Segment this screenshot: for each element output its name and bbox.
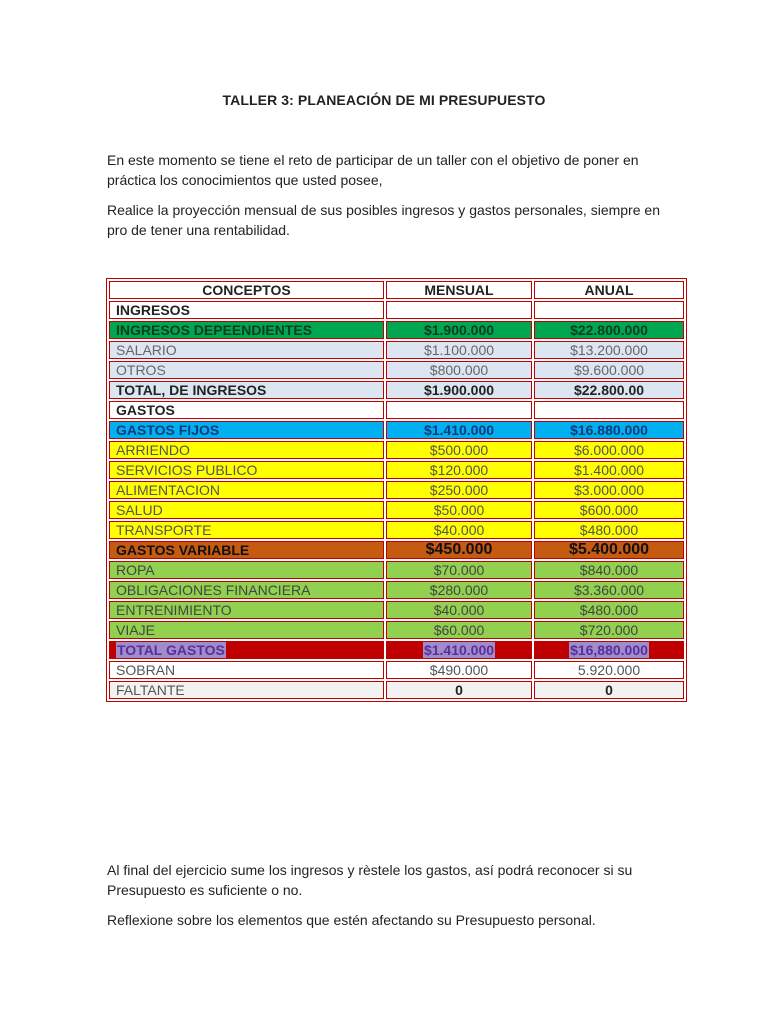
table-row (109, 421, 684, 439)
row-monthly (386, 301, 532, 319)
table-row (109, 441, 684, 459)
outro-paragraph-2: Reflexione sobre los elementos que estén afectando su Presupuesto personal. (107, 912, 596, 928)
table-row (109, 501, 684, 519)
table-row (109, 481, 684, 499)
table-row (109, 601, 684, 619)
row-concept: SALARIO (109, 341, 384, 359)
row-annual: $3.360.000 (534, 581, 684, 599)
row-monthly: $50.000 (386, 501, 532, 519)
header-anual: ANUAL (534, 281, 684, 299)
row-monthly: $500.000 (386, 441, 532, 459)
row-concept: TRANSPORTE (109, 521, 384, 539)
table-row (109, 321, 684, 339)
row-monthly: $1.900.000 (386, 321, 532, 339)
row-annual: 0 (534, 681, 684, 699)
row-annual: $720.000 (534, 621, 684, 639)
row-annual: $1.400.000 (534, 461, 684, 479)
table-row (109, 381, 684, 399)
table-row (109, 581, 684, 599)
row-monthly: $250.000 (386, 481, 532, 499)
row-concept: ROPA (109, 561, 384, 579)
budget-table (106, 278, 687, 702)
row-monthly: $450.000 (386, 541, 532, 559)
row-annual: $6.000.000 (534, 441, 684, 459)
row-concept: INGRESOS (109, 301, 384, 319)
row-annual: $22.800.00 (534, 381, 684, 399)
row-monthly: $280.000 (386, 581, 532, 599)
table-row (109, 681, 684, 699)
header-mensual: MENSUAL (386, 281, 532, 299)
table-row (109, 541, 684, 559)
row-annual (534, 401, 684, 419)
table-row (109, 361, 684, 379)
row-monthly: $1.100.000 (386, 341, 532, 359)
row-monthly: $800.000 (386, 361, 532, 379)
header-conceptos: CONCEPTOS (109, 281, 384, 299)
outro-paragraph-1: Al final del ejercicio sume los ingresos y rèstele los gastos, así podrá reconocer si su Presupuesto es suficiente o no. (107, 862, 633, 898)
row-concept: TOTAL, DE INGRESOS (109, 381, 384, 399)
row-annual (534, 641, 684, 659)
row-monthly: $40.000 (386, 521, 532, 539)
row-concept: VIAJE (109, 621, 384, 639)
row-annual: $600.000 (534, 501, 684, 519)
row-monthly: $40.000 (386, 601, 532, 619)
row-monthly: $1.410.000 (386, 421, 532, 439)
row-monthly: $490.000 (386, 661, 532, 679)
highlighted-text: $1.410.000 (423, 642, 495, 658)
row-annual (534, 301, 684, 319)
row-concept: ALIMENTACION (109, 481, 384, 499)
row-concept: OTROS (109, 361, 384, 379)
row-monthly: $70.000 (386, 561, 532, 579)
table-row (109, 401, 684, 419)
row-monthly (386, 641, 532, 659)
row-concept: SOBRAN (109, 661, 384, 679)
row-concept: FALTANTE (109, 681, 384, 699)
row-concept: GASTOS FIJOS (109, 421, 384, 439)
row-annual: $3.000.000 (534, 481, 684, 499)
row-annual: 5.920.000 (534, 661, 684, 679)
row-concept: SERVICIOS PUBLICO (109, 461, 384, 479)
intro-paragraph-2: Realice la proyección mensual de sus posibles ingresos y gastos personales, siempre en pro de tener una rentabilidad. (107, 202, 660, 238)
row-annual: $16.880.000 (534, 421, 684, 439)
row-concept: OBLIGACIONES FINANCIERA (109, 581, 384, 599)
highlighted-text: TOTAL GASTOS (117, 642, 225, 658)
table-row (109, 461, 684, 479)
table-row (109, 561, 684, 579)
row-concept: GASTOS VARIABLE (109, 541, 384, 559)
row-concept (109, 641, 384, 659)
table-row (109, 641, 684, 659)
document-title: TALLER 3: PLANEACIÓN DE MI PRESUPUESTO (222, 92, 546, 108)
row-annual: $480.000 (534, 521, 684, 539)
row-concept: ENTRENIMIENTO (109, 601, 384, 619)
row-annual: $13.200.000 (534, 341, 684, 359)
table-row (109, 621, 684, 639)
row-monthly: $120.000 (386, 461, 532, 479)
row-annual: $840.000 (534, 561, 684, 579)
row-monthly: $1.900.000 (386, 381, 532, 399)
row-concept: GASTOS (109, 401, 384, 419)
highlighted-text: $16,880.000 (570, 642, 648, 658)
row-annual: $480.000 (534, 601, 684, 619)
row-concept: INGRESOS DEPEENDIENTES (109, 321, 384, 339)
table-row (109, 661, 684, 679)
row-concept: ARRIENDO (109, 441, 384, 459)
row-annual: $22.800.000 (534, 321, 684, 339)
table-row (109, 301, 684, 319)
table-row (109, 521, 684, 539)
intro-paragraph-1: En este momento se tiene el reto de participar de un taller con el objetivo de poner en práctica los conocimientos que usted posee, (107, 152, 639, 188)
row-monthly (386, 401, 532, 419)
row-annual: $5.400.000 (534, 541, 684, 559)
row-monthly: $60.000 (386, 621, 532, 639)
row-concept: SALUD (109, 501, 384, 519)
table-header-row (109, 281, 684, 299)
row-monthly: 0 (386, 681, 532, 699)
row-annual: $9.600.000 (534, 361, 684, 379)
table-row (109, 341, 684, 359)
